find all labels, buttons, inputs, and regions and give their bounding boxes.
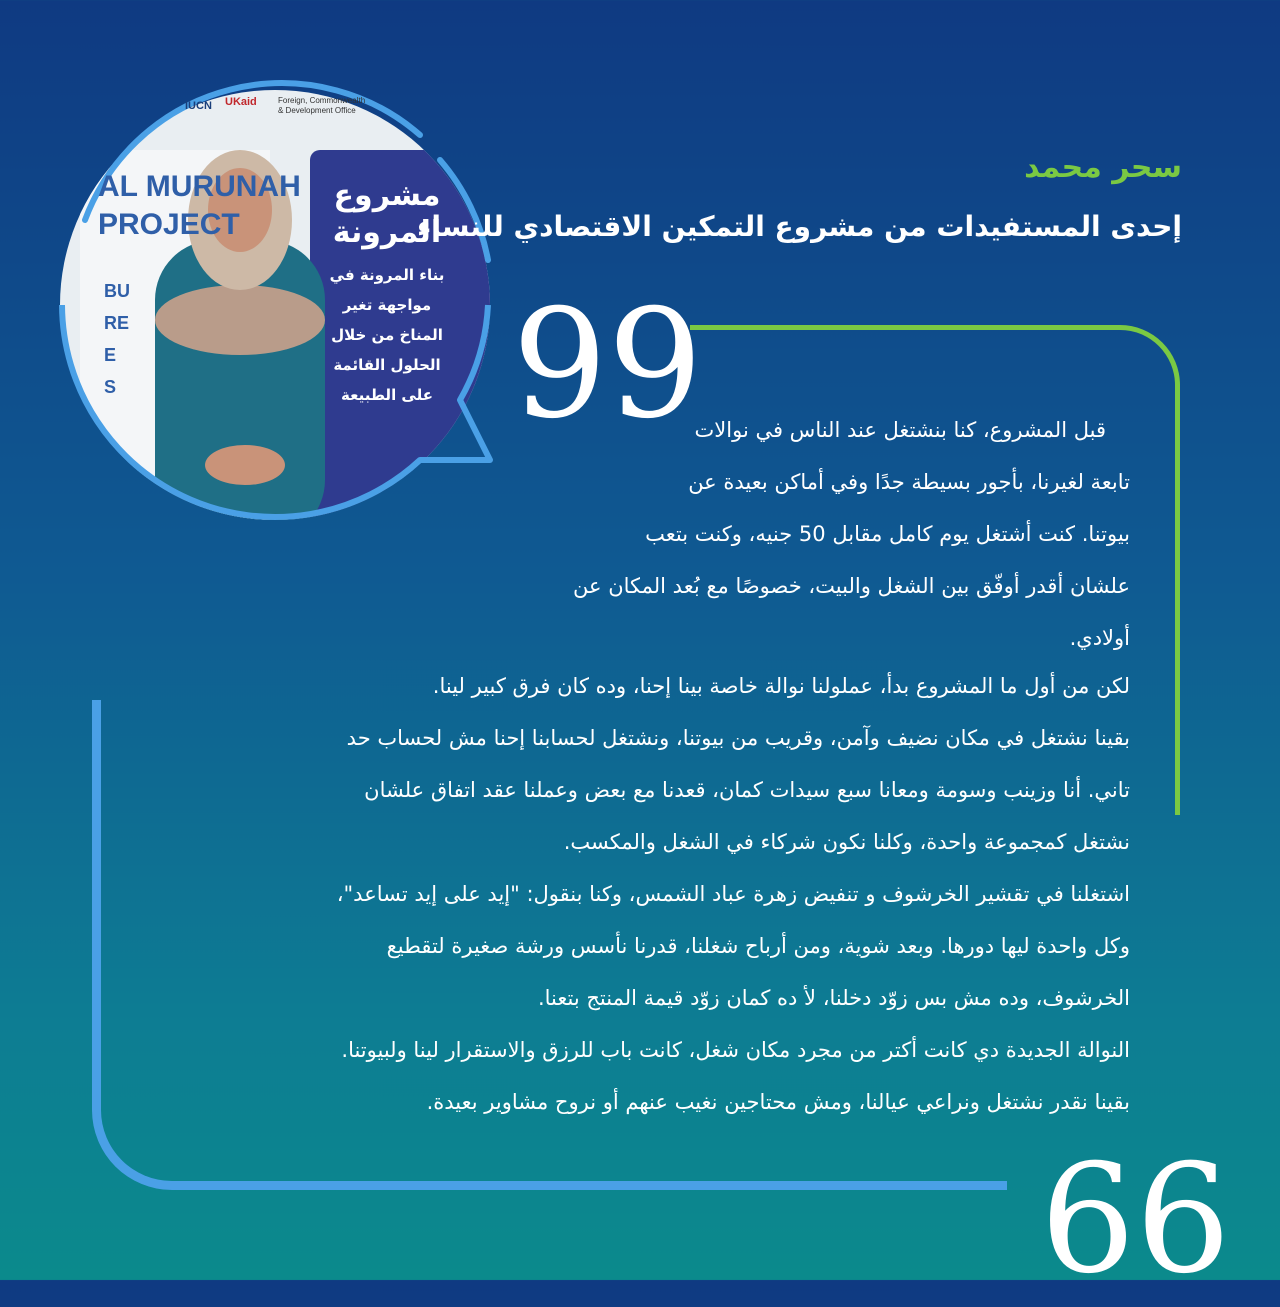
testimonial-paragraph-1	[410, 404, 1130, 664]
testimonial-line: بيوتنا. كنت أشتغل يوم كامل مقابل 50 جنيه، وكنت بتعب	[645, 522, 1130, 546]
testimonial-line: علشان أقدر أوفّق بين الشغل والبيت، خصوصًا مع بُعد المكان عن	[573, 574, 1130, 598]
beneficiary-role: إحدى المستفيدات من مشروع التمكين الاقتصادي للنساء	[417, 210, 1182, 243]
testimonial-line: نشتغل كمجموعة واحدة، وكلنا نكون شركاء في الشغل والمكسب.	[563, 830, 1130, 854]
banner-left-letters: BU RE E S	[104, 281, 130, 397]
banner-left-title: AL MURUNAH PROJECT	[98, 170, 301, 241]
ukaid-logo: UKaid	[225, 96, 257, 108]
quote-close-icon: 66	[1040, 1133, 1231, 1307]
testimonial-line: وكل واحدة ليها دورها. وبعد شوية، ومن أرباح شغلنا، قدرنا نأسس ورشة صغيرة لتقطيع	[386, 934, 1130, 958]
testimonial-line: الخرشوف، وده مش بس زوّد دخلنا، لأ ده كمان زوّد قيمة المنتج بتعنا.	[537, 986, 1130, 1010]
testimonial-line: اشتغلنا في تقشير الخرشوف و تنفيض زهرة عباد الشمس، وكنا بنقول: "إيد على إيد تساعد"،	[336, 882, 1130, 906]
fcdo-logo: Foreign, Commonwealth & Development Office	[278, 96, 366, 115]
iucn-logo: IUCN	[185, 100, 212, 112]
testimonial-line: تاني. أنا وزينب وسومة ومعانا سبع سيدات كمان، قعدنا مع بعض وعملنا عقد اتفاق علشان	[364, 778, 1130, 802]
testimonial-line: بقينا نشتغل في مكان نضيف وآمن، وقريب من بيوتنا، ونشتغل لحسابنا إحنا مش لحساب حد	[346, 726, 1130, 750]
beneficiary-name: سحر محمد	[1024, 150, 1182, 185]
testimonial-line: لكن من أول ما المشروع بدأ، عملولنا نوالة خاصة بينا إحنا، وده كان فرق كبير لينا.	[432, 674, 1130, 698]
banner-right: مشروع المرونة بناء المرونة في مواجهة تغير المناخ من خلال الحلول القائمة على الطبيعة	[329, 178, 445, 404]
testimonial-line: النوالة الجديدة دي كانت أكتر من مجرد مكان شغل، كانت باب للرزق والاستقرار لينا ولبيوتنا.	[341, 1038, 1130, 1062]
testimonial-line: بقينا نقدر نشتغل ونراعي عيالنا، ومش محتاجين نغيب عنهم أو نروح مشاوير بعيدة.	[426, 1090, 1130, 1114]
testimonial-paragraph-2	[120, 660, 1130, 1128]
person-scarf-pattern	[155, 285, 325, 355]
testimonial-line: قبل المشروع، كنا بنشتغل عند الناس في نوالات	[694, 418, 1106, 442]
quote-open-icon: 99	[512, 278, 703, 452]
testimonial-line: أولادي.	[1069, 626, 1130, 650]
testimonial-line: تابعة لغيرنا، بأجور بسيطة جدًا وفي أماكن بعيدة عن	[688, 470, 1130, 494]
